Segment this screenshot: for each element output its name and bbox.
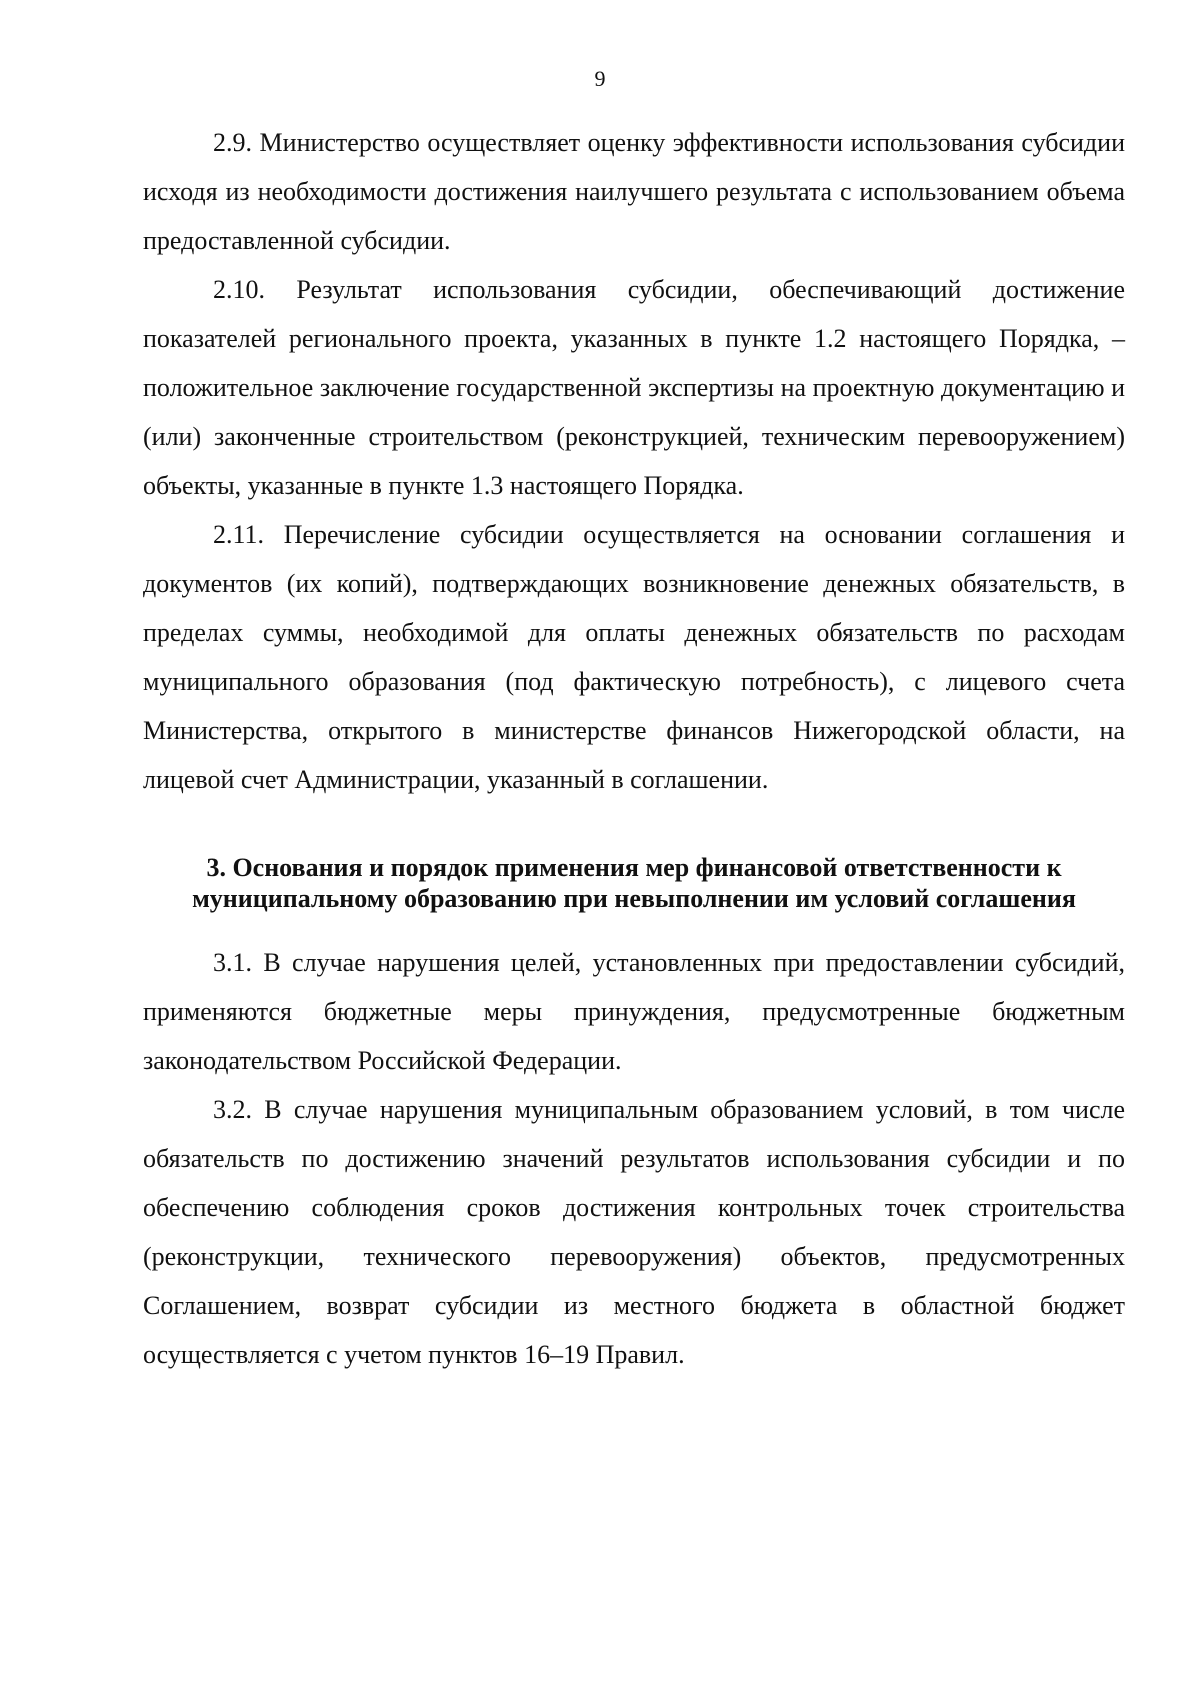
paragraph-2-11: 2.11. Перечисление субсидии осуществляется на основании соглашения и документов (их копий), подтверждающих возникновение денежных обязательств, в пределах суммы, необходимой для оплаты денежных обязательств по расходам муниципального образования (под фактическую потребность), с лицевого счета Министерства, открытого в министерстве финансов Нижегородской области, на лицевой счет Администрации, указанный в соглашении. [143,520,1125,794]
page-number: 9 [594,66,606,91]
paragraph-3-2: 3.2. В случае нарушения муниципальным образованием условий, в том числе обязательств по достижению значений результатов использования субсидии и по обеспечению соблюдения сроков достижения контрольных точек строительства (реконструкции, технического перевооружения) объектов, предусмотренных Соглашением, возврат субсидии из местного бюджета в областной бюджет осуществляется с учетом пунктов 16–19 Правил. [143,1095,1125,1369]
document-body [143,118,1125,1379]
section-3-title: 3. Основания и порядок применения мер финансовой ответственности к муниципальному образованию при невыполнении им условий соглашения [192,853,1076,913]
paragraph-3-1: 3.1. В случае нарушения целей, установленных при предоставлении субсидий, применяются бюджетные меры принуждения, предусмотренные бюджетным законодательством Российской Федерации. [143,948,1125,1075]
paragraph-2-10: 2.10. Результат использования субсидии, обеспечивающий достижение показателей регионального проекта, указанных в пункте 1.2 настоящего Порядка, – положительное заключение государственной экспертизы на проектную документацию и (или) законченные строительством (реконструкцией, техническим перевооружением) объекты, указанные в пункте 1.3 настоящего Порядка. [143,275,1125,500]
paragraph-2-9: 2.9. Министерство осуществляет оценку эффективности использования субсидии исходя из необходимости достижения наилучшего результата с использованием объема предоставленной субсидии. [143,128,1125,255]
